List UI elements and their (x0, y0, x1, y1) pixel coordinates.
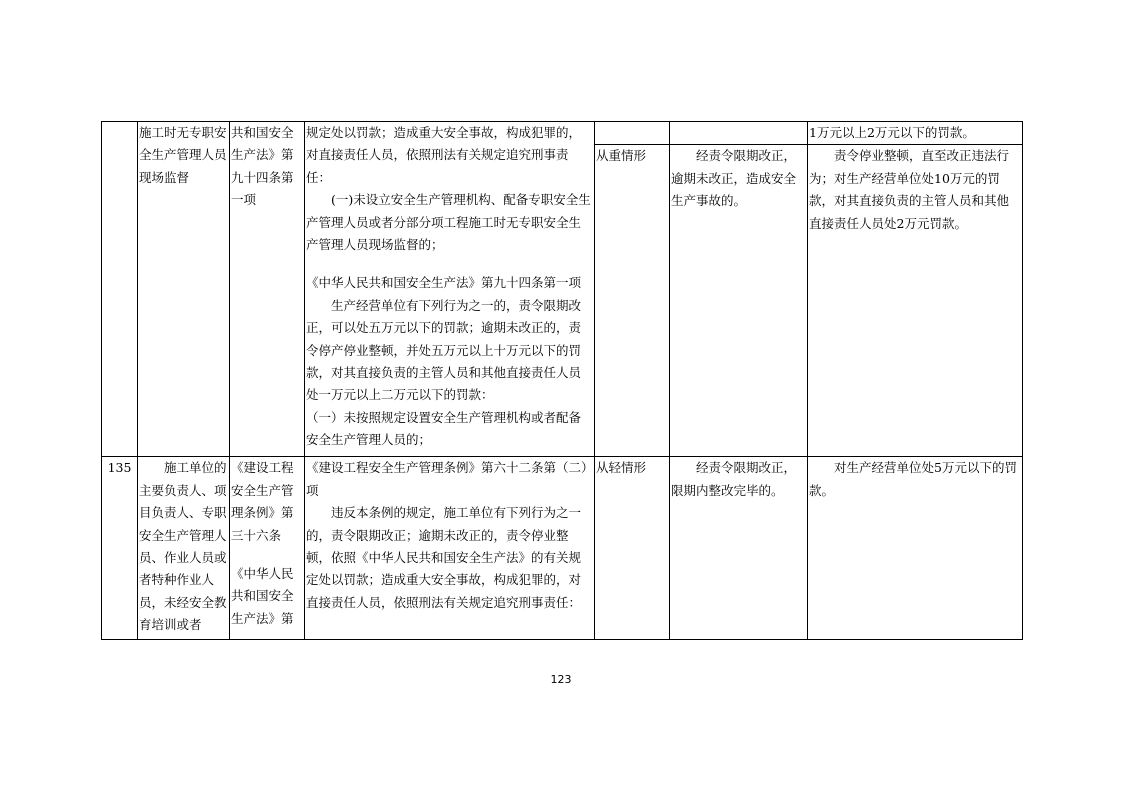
legal-basis-text: 《中华人民共和国安全生产法》第 (231, 566, 294, 626)
provision-text: （一）未按照规定设置安全生产管理机构或者配备安全生产管理人员的； (306, 409, 582, 448)
item-number-cell: 135 (102, 457, 138, 640)
page-number: 123 (550, 673, 572, 686)
provision-text: 违反本条例的规定，施工单位有下列行为之一的，责令限期改正；逾期未改正的，责令停业整顿，依照《中华人民共和国安全生产法》的有关规定处以罚款；造成重大安全事故，构成犯罪的，对直接责任人员，依照刑法有关规定追究刑事责任： (306, 505, 582, 610)
paragraph-gap (231, 547, 303, 563)
provision-title: 《中华人民共和国安全生产法》第九十四条第一项 (306, 275, 582, 291)
legal-basis-cell: 共和国安全生产法》第九十四条第一项 (230, 122, 305, 457)
item-number-cell (102, 122, 138, 457)
penalty-provision-cell (305, 122, 595, 457)
circumstance-cell (595, 122, 670, 145)
provision-text: 生产经营单位有下列行为之一的，责令限期改正，可以处五万元以下的罚款；逾期未改正的，责令停产停业整顿，并处五万元以上十万元以下的罚款，对其直接负责的主管人员和其他直接责任人员处一万元以上二万元以下的罚款： (306, 297, 582, 403)
penalty-standard-cell: 1万元以上2万元以下的罚款。 (808, 122, 1023, 145)
provision-title: 《建设工程安全生产管理条例》第六十二条第（二）项 (306, 460, 588, 498)
penalty-provision-cell (305, 457, 595, 640)
provision-text: (一)未设立安全生产管理机构、配备专职安全生产管理人员或者分部分项工程施工时无专职安全生产管理人员现场监督的； (306, 192, 591, 253)
circumstance-desc-cell: 经责令限期改正，逾期未改正，造成安全生产事故的。 (670, 145, 808, 457)
violation-behavior-cell: 施工时无专职安全生产管理人员现场监督 (138, 122, 230, 457)
legal-basis-cell (230, 457, 305, 640)
circumstance-cell: 从重情形 (595, 145, 670, 457)
provision-text: 规定处以罚款；造成重大安全事故，构成犯罪的，对直接责任人员，依照刑法有关规定追究刑事责任： (306, 125, 582, 185)
violation-behavior-cell: 施工单位的主要负责人、项目负责人、专职安全生产管理人员、作业人员或者特种作业人员，未经安全教育培训或者 (138, 457, 230, 640)
circumstance-desc-cell (670, 122, 808, 145)
table-row (102, 122, 1023, 145)
circumstance-desc-cell: 经责令限期改正，限期内整改完毕的。 (670, 457, 808, 640)
circumstance-cell: 从轻情形 (595, 457, 670, 640)
penalty-table (101, 121, 1023, 640)
table-row (102, 457, 1023, 640)
legal-basis-text: 《建设工程安全生产管理条例》第三十六条 (231, 460, 294, 543)
paragraph-gap (306, 256, 593, 272)
penalty-standard-cell: 对生产经营单位处5万元以下的罚款。 (808, 457, 1023, 640)
penalty-standard-cell: 责令停业整顿，直至改正违法行为；对生产经营单位处10万元的罚款，对其直接负责的主管人员和其他直接责任人员处2万元罚款。 (808, 145, 1023, 457)
